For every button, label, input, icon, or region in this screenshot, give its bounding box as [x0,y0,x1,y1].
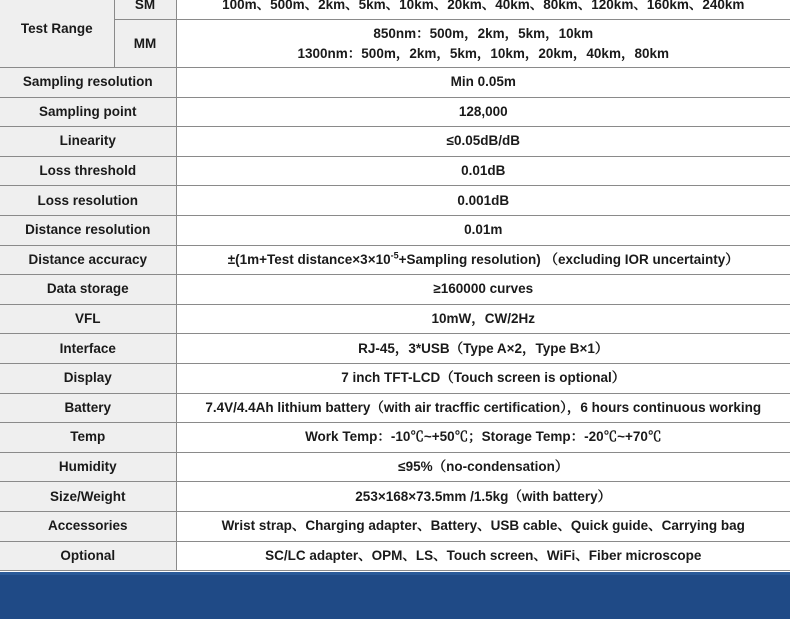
table-row [0,511,790,541]
row-label: Loss resolution [0,186,176,216]
footer-band [0,572,790,619]
row-label: Humidity [0,452,176,482]
row-value-distance-accuracy [176,245,790,275]
table-row-test-range-sm [0,0,790,20]
table-row [0,127,790,157]
table-row [0,275,790,305]
table-row [0,97,790,127]
row-label: Distance accuracy [0,245,176,275]
row-value: 253×168×73.5mm /1.5kg（with battery） [176,482,790,512]
row-value: Work Temp：-10℃~+50℃；Storage Temp：-20℃~+70℃ [176,423,790,453]
row-label: Sampling point [0,97,176,127]
table-row [0,68,790,98]
row-value: 0.01m [176,215,790,245]
table-row [0,363,790,393]
table-row [0,304,790,334]
row-label: Optional [0,541,176,571]
row-value: ≥160000 curves [176,275,790,305]
table-row [0,423,790,453]
row-label: Data storage [0,275,176,305]
table-row [0,452,790,482]
row-label: Distance resolution [0,215,176,245]
sub-label-sm: SM [114,0,176,20]
row-value: 0.01dB [176,156,790,186]
row-value: Wrist strap、Charging adapter、Battery、USB cable、Quick guide、Carrying bag [176,511,790,541]
row-label: Size/Weight [0,482,176,512]
value-mm-line-850: 850nm：500m，2km，5km，10km [373,25,594,41]
table-row [0,215,790,245]
row-value: Min 0.05m [176,68,790,98]
value-post: +Sampling resolution) （excluding IOR uncertainty） [398,251,739,267]
row-value: RJ-45，3*USB（Type A×2，Type B×1） [176,334,790,364]
table-row [0,156,790,186]
row-label-test-range: Test Range [0,0,114,68]
row-label: Sampling resolution [0,68,176,98]
value-exponent: -5 [390,250,399,261]
value-mm-line-1300: 1300nm：500m，2km，5km，10km，20km，40km，80km [297,45,669,61]
row-value: ≤0.05dB/dB [176,127,790,157]
row-value: 10mW，CW/2Hz [176,304,790,334]
row-value: 0.001dB [176,186,790,216]
table-row [0,393,790,423]
value-test-range-mm [176,20,790,68]
row-label: Linearity [0,127,176,157]
row-label: Battery [0,393,176,423]
table-row [0,482,790,512]
table-row [0,245,790,275]
row-value: 7 inch TFT-LCD（Touch screen is optional） [176,363,790,393]
row-value: 128,000 [176,97,790,127]
value-pre: ±(1m+Test distance×3×10 [227,251,391,267]
row-value: 7.4V/4.4Ah lithium battery（with air tracffic certification），6 hours continuous working [176,393,790,423]
sub-label-mm: MM [114,20,176,68]
row-label: Display [0,363,176,393]
row-label: Loss threshold [0,156,176,186]
table-row-test-range-mm [0,20,790,68]
row-value: ≤95%（no-condensation） [176,452,790,482]
table-row [0,334,790,364]
row-label: VFL [0,304,176,334]
row-value: SC/LC adapter、OPM、LS、Touch screen、WiFi、Fiber microscope [176,541,790,571]
row-label: Accessories [0,511,176,541]
row-label: Interface [0,334,176,364]
value-test-range-sm: 100m、500m、2km、5km、10km、20km、40km、80km、120km、160km、240km [176,0,790,20]
table-row [0,541,790,571]
row-label: Temp [0,423,176,453]
table-row [0,186,790,216]
